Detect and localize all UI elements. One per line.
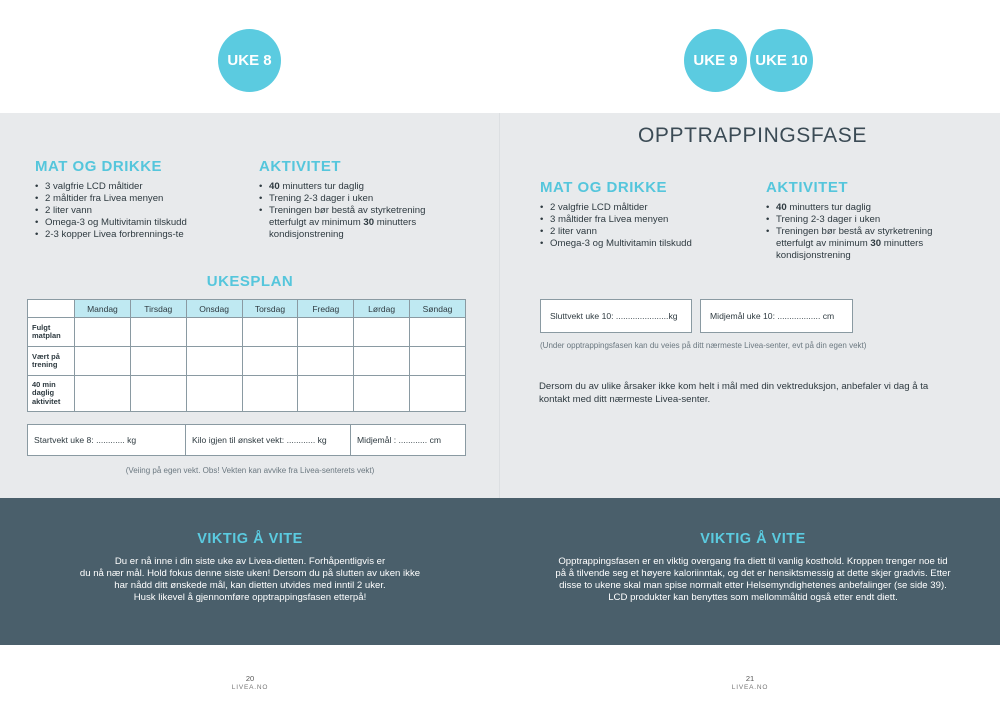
table-cell[interactable] <box>75 347 131 376</box>
aktivitet-list <box>766 202 966 262</box>
table-cell[interactable] <box>354 318 410 347</box>
weighing-note: (Under opptrappingsfasen kan du veies på ditt nærmeste Livea-senter, evt på din egen vekt) <box>540 341 867 350</box>
week-plan-table <box>27 299 466 412</box>
list-item <box>259 205 459 241</box>
item-text: minutters tur daglig <box>786 202 871 213</box>
table-row <box>28 376 466 412</box>
site-label: LIVEA.NO <box>231 684 269 691</box>
table-cell[interactable] <box>186 318 242 347</box>
table-cell[interactable] <box>130 376 186 412</box>
mat-og-drikke-list <box>35 181 255 241</box>
day-header: Mandag <box>75 300 131 318</box>
midjemal-field[interactable]: Midjemål uke 10: .................. cm <box>700 299 853 333</box>
list-item <box>766 226 966 262</box>
item-text: Treningen bør bestå av styrketrening etterfulgt av minimum <box>269 205 426 228</box>
text-line: på å tilvende seg et høyere kaloriinntak, og det er hensiktsmessig at dette skjer gradvis. Etter <box>555 568 951 579</box>
mat-og-drikke-list <box>540 202 760 250</box>
table-corner <box>28 300 75 318</box>
week-badge-10: UKE 10 <box>750 29 813 92</box>
sluttvekt-field[interactable]: Sluttvekt uke 10: ......................kg <box>540 299 692 333</box>
table-row <box>28 347 466 376</box>
midjemal-field[interactable]: Midjemål : ............ cm <box>350 425 465 455</box>
week-badge-8: UKE 8 <box>218 29 281 92</box>
table-cell[interactable] <box>410 376 466 412</box>
row-label-line: matplan <box>32 331 61 340</box>
item-text: minutters kondisjonstrening <box>269 217 417 240</box>
viktig-text <box>503 556 1000 604</box>
table-cell[interactable] <box>354 347 410 376</box>
viktig-text <box>0 556 500 604</box>
text-line: du nå nær mål. Hold fokus denne siste uken! Dersom du på slutten av uken ikke <box>79 568 421 579</box>
phase-title: OPPTRAPPINGSFASE <box>638 124 867 147</box>
list-item: • 2 liter vann <box>540 226 760 238</box>
list-item: • 2 måltider fra Livea menyen <box>35 193 255 205</box>
list-item: • 2 valgfrie LCD måltider <box>540 202 760 214</box>
aktivitet-heading: AKTIVITET <box>259 158 341 175</box>
page-number: 21 <box>745 674 755 683</box>
row-label-line: daglig <box>32 388 55 398</box>
row-label-line: trening <box>32 360 58 369</box>
viktig-heading: VIKTIG Å VITE <box>700 531 806 547</box>
text-line: LCD produkter kan benyttes som mellommåltid også etter endt diett. <box>608 592 898 603</box>
table-cell[interactable] <box>186 376 242 412</box>
text-line: har nådd ditt ønskede mål, kan dietten utvides med inntil 2 uker. <box>114 580 386 591</box>
row-label-trening <box>28 347 75 376</box>
weighing-note: (Veiing på egen vekt. Obs! Vekten kan avvike fra Livea-senterets vekt) <box>125 466 375 475</box>
list-item: • 2 liter vann <box>35 205 255 217</box>
table-cell[interactable] <box>410 318 466 347</box>
list-item <box>259 181 459 193</box>
startvekt-field[interactable]: Startvekt uke 8: ............ kg <box>34 435 137 445</box>
table-cell[interactable] <box>75 376 131 412</box>
row-label-line: Fulgt <box>32 322 51 332</box>
day-header: Lørdag <box>354 300 410 318</box>
text-line: Opptrappingsfasen er en viktig overgang fra diett til vanlig kosthold. Kroppen trenger noe tid <box>558 556 948 567</box>
table-cell[interactable] <box>298 376 354 412</box>
table-cell[interactable] <box>242 376 298 412</box>
day-header: Søndag <box>410 300 466 318</box>
text-line: Du er nå inne i din siste uke av Livea-dietten. Forhåpentligvis er <box>114 556 386 567</box>
list-item: • Trening 2-3 dager i uken <box>766 214 966 226</box>
info-text: Dersom du av ulike årsaker ikke kom helt i mål med din vektreduksjon, anbefaler vi dag å ta kontakt med ditt nærmeste Livea-senter. <box>539 381 929 405</box>
site-label: LIVEA.NO <box>731 684 769 691</box>
item-text: minutters kondisjonstrening <box>776 238 924 261</box>
table-cell[interactable] <box>298 347 354 376</box>
table-row <box>28 318 466 347</box>
list-item: • 3 måltider fra Livea menyen <box>540 214 760 226</box>
kilo-igjen-field[interactable]: Kilo igjen til ønsket vekt: ............ kg <box>185 425 350 455</box>
item-text: Treningen bør bestå av styrketrening etterfulgt av minimum <box>776 226 933 249</box>
day-header: Fredag <box>298 300 354 318</box>
week-badge-9: UKE 9 <box>684 29 747 92</box>
aktivitet-list <box>259 181 459 241</box>
row-label-line: aktivitet <box>32 396 61 406</box>
list-item: • Omega-3 og Multivitamin tilskudd <box>540 238 760 250</box>
table-header-row <box>28 300 466 318</box>
viktig-heading: VIKTIG Å VITE <box>197 531 303 547</box>
table-cell[interactable] <box>298 318 354 347</box>
list-item: • 2-3 kopper Livea forbrennings-te <box>35 229 255 241</box>
row-label-line: Vært på <box>32 351 60 361</box>
page-right <box>500 0 1000 709</box>
table-cell[interactable] <box>410 347 466 376</box>
table-cell[interactable] <box>130 347 186 376</box>
text-line: disse to ukene skal man spise normalt etter Helsemyndighetenes anbefalinger (se side 39). <box>559 580 947 591</box>
list-item: • Omega-3 og Multivitamin tilskudd <box>35 217 255 229</box>
aktivitet-heading: AKTIVITET <box>766 179 848 196</box>
bold-number: 40 <box>269 181 280 192</box>
row-label-line: 40 min <box>32 379 56 389</box>
mat-og-drikke-heading: MAT OG DRIKKE <box>540 179 668 196</box>
list-item <box>766 202 966 214</box>
row-label-matplan <box>28 318 75 347</box>
item-text: minutters tur daglig <box>279 181 364 192</box>
day-header: Onsdag <box>186 300 242 318</box>
day-header: Tirsdag <box>130 300 186 318</box>
bold-number: 30 <box>363 217 375 228</box>
table-cell[interactable] <box>354 376 410 412</box>
text-line: Husk likevel å gjennomføre opptrappingsfasen etterpå! <box>133 592 367 603</box>
list-item: • 3 valgfrie LCD måltider <box>35 181 255 193</box>
bold-number: 30 <box>870 238 882 249</box>
table-cell[interactable] <box>242 347 298 376</box>
bold-number: 40 <box>776 202 787 213</box>
page-footer <box>500 674 1000 692</box>
day-header: Torsdag <box>242 300 298 318</box>
ukesplan-heading: UKESPLAN <box>206 273 294 290</box>
table-cell[interactable] <box>186 347 242 376</box>
table-cell[interactable] <box>130 318 186 347</box>
mat-og-drikke-heading: MAT OG DRIKKE <box>35 158 163 175</box>
page-footer <box>0 674 500 692</box>
table-cell[interactable] <box>75 318 131 347</box>
page-number: 20 <box>245 674 255 683</box>
table-cell[interactable] <box>242 318 298 347</box>
measurement-box <box>27 424 466 456</box>
row-label-aktivitet <box>28 376 75 412</box>
list-item: • Trening 2-3 dager i uken <box>259 193 459 205</box>
